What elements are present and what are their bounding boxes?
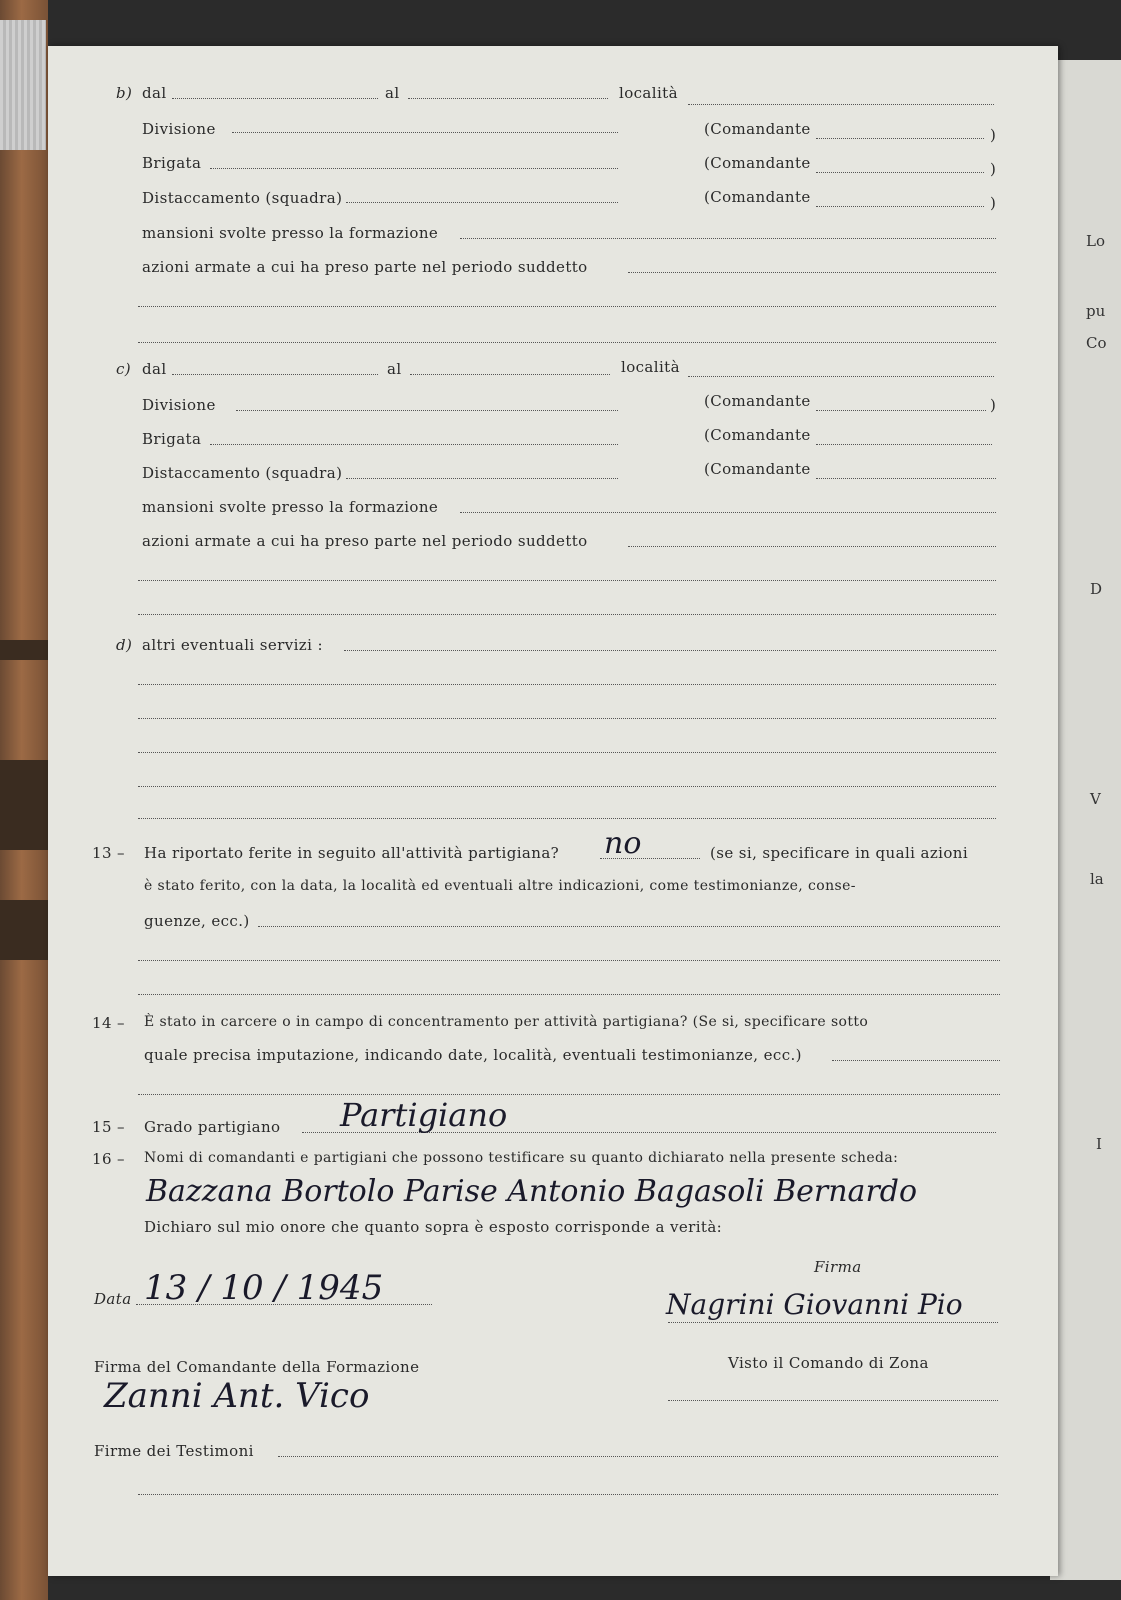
section-b-distaccamento-comandante-label: (Comandante [704,188,811,206]
section-d-label: altri eventuali servizi : [142,636,323,654]
section-b-distaccamento-comandante-field[interactable] [816,206,984,207]
section-c-brigata-comandante-field[interactable] [816,444,992,445]
section-b-brigata-comandante-field[interactable] [816,172,984,173]
section-d-line[interactable] [138,718,996,719]
q14-details-field[interactable] [832,1060,1000,1061]
section-c-distaccamento-label: Distaccamento (squadra) [142,464,343,482]
section-d-line[interactable] [138,752,996,753]
section-c-mansioni-field[interactable] [460,512,996,513]
q13-details-field[interactable] [258,926,1000,927]
section-b-localita-field[interactable] [688,104,994,105]
section-b-azioni-line[interactable] [138,306,996,307]
section-c-dal-label: dal [142,360,167,378]
section-b-azioni-label: azioni armate a cui ha preso parte nel periodo suddetto [142,258,588,276]
adjacent-page-fragment: Co [1086,334,1107,352]
witnesses-line[interactable] [138,1494,998,1495]
section-b-divisione-field[interactable] [232,132,618,133]
section-c-azioni-field[interactable] [628,546,996,547]
q13-question-line2: è stato ferito, con la data, la località ed eventuali altre indicazioni, come testimonianze, conse- [144,878,856,894]
adjacent-page-fragment: D [1090,580,1103,598]
q13-answer: no [604,826,642,861]
section-c-azioni-line[interactable] [138,614,996,615]
adjacent-page-fragment: la [1090,870,1104,888]
section-d-line[interactable] [138,684,996,685]
q15-label: Grado partigiano [144,1118,281,1136]
binding-band [0,640,48,660]
section-b-dal-field[interactable] [172,98,378,99]
witnesses-field[interactable] [278,1456,998,1457]
q14-question: È stato in carcere o in campo di concentramento per attività partigiana? (Se si, specificare sotto [144,1014,869,1030]
witnesses-label: Firme dei Testimoni [94,1442,254,1460]
binding-band [0,760,48,850]
section-c-divisione-comandante-field[interactable] [816,410,986,411]
section-c-azioni-label: azioni armate a cui ha preso parte nel periodo suddetto [142,532,588,550]
applicant-signature: Nagrini Giovanni Pio [666,1288,963,1321]
q13-question-line3: guenze, ecc.) [144,912,250,930]
ribbon-bookmark [0,20,46,150]
section-c-distaccamento-comandante-label: (Comandante [704,460,811,478]
form-page [48,46,1058,1576]
section-c-distaccamento-field[interactable] [346,478,618,479]
section-c-divisione-comandante-label: (Comandante [704,392,811,410]
section-b-dal-label: dal [142,84,167,102]
section-b-al-field[interactable] [408,98,608,99]
q14-question-line2: quale precisa imputazione, indicando date, località, eventuali testimonianze, ecc.) [144,1046,802,1064]
section-c-brigata-comandante-label: (Comandante [704,426,811,444]
section-b-distaccamento-label: Distaccamento (squadra) [142,189,343,207]
commander-label: Firma del Comandante della Formazione [94,1358,420,1376]
date-value: 13 / 10 / 1945 [144,1268,384,1308]
section-b-brigata-field[interactable] [210,168,618,169]
section-d-marker: d) [116,636,133,654]
zone-command-label: Visto il Comando di Zona [728,1354,929,1372]
q13-question: Ha riportato ferite in seguito all'attività partigiana? [144,844,560,862]
q13-question-cont: (se si, specificare in quali azioni [710,844,969,862]
section-b-marker: b) [116,84,133,102]
section-b-brigata-close: ) [990,160,997,178]
section-b-brigata-label: Brigata [142,154,202,172]
q14-number: 14 – [92,1014,125,1032]
q13-number: 13 – [92,844,125,862]
adjacent-page-fragment: Lo [1086,232,1105,250]
firma-label: Firma [814,1258,862,1276]
adjacent-page-fragment: I [1096,1135,1102,1153]
commander-signature: Zanni Ant. Vico [104,1376,370,1416]
section-c-divisione-label: Divisione [142,396,216,414]
section-b-distaccamento-close: ) [990,194,997,212]
q15-answer: Partigiano [340,1096,508,1134]
adjacent-page [1050,60,1121,1580]
section-c-divisione-field[interactable] [236,410,618,411]
section-c-mansioni-label: mansioni svolte presso la formazione [142,498,439,516]
section-b-azioni-line[interactable] [138,342,996,343]
section-b-localita-label: località [619,84,678,102]
section-c-divisione-close: ) [990,396,997,414]
section-b-divisione-label: Divisione [142,120,216,138]
section-c-brigata-label: Brigata [142,430,202,448]
section-c-marker: c) [116,360,132,378]
section-b-divisione-comandante-label: (Comandante [704,120,811,138]
section-b-mansioni-label: mansioni svolte presso la formazione [142,224,439,242]
q16-answer: Bazzana Bortolo Parise Antonio Bagasoli Bernardo [146,1174,918,1209]
section-c-dal-field[interactable] [172,374,378,375]
section-c-al-label: al [387,360,402,378]
section-c-distaccamento-comandante-field[interactable] [816,478,996,479]
q13-details-line[interactable] [138,994,1000,995]
data-label: Data [94,1290,132,1308]
q14-details-line[interactable] [138,1094,1000,1095]
section-c-localita-label: località [621,358,680,376]
section-b-divisione-close: ) [990,126,997,144]
section-c-al-field[interactable] [410,374,610,375]
section-b-al-label: al [385,84,400,102]
q15-number: 15 – [92,1118,125,1136]
section-b-distaccamento-field[interactable] [346,202,618,203]
section-d-line[interactable] [138,786,996,787]
applicant-signature-field[interactable] [668,1322,998,1323]
adjacent-page-fragment: V [1090,790,1101,808]
section-d-line[interactable] [138,818,996,819]
section-b-divisione-comandante-field[interactable] [816,138,984,139]
section-c-azioni-line[interactable] [138,580,996,581]
section-b-azioni-field[interactable] [628,272,996,273]
section-b-brigata-comandante-label: (Comandante [704,154,811,172]
section-c-localita-field[interactable] [688,376,994,377]
binding-band [0,900,48,960]
section-d-field[interactable] [344,650,996,651]
declaration-text: Dichiaro sul mio onore che quanto sopra è esposto corrisponde a verità: [144,1218,723,1236]
q16-label: Nomi di comandanti e partigiani che possono testificare su quanto dichiarato nella presente scheda: [144,1150,899,1166]
section-b-mansioni-field[interactable] [460,238,996,239]
adjacent-page-fragment: pu [1086,302,1106,320]
q16-number: 16 – [92,1150,125,1168]
zone-command-field[interactable] [668,1400,998,1401]
section-c-brigata-field[interactable] [210,444,618,445]
book-binding [0,0,48,1600]
q13-details-line[interactable] [138,960,1000,961]
